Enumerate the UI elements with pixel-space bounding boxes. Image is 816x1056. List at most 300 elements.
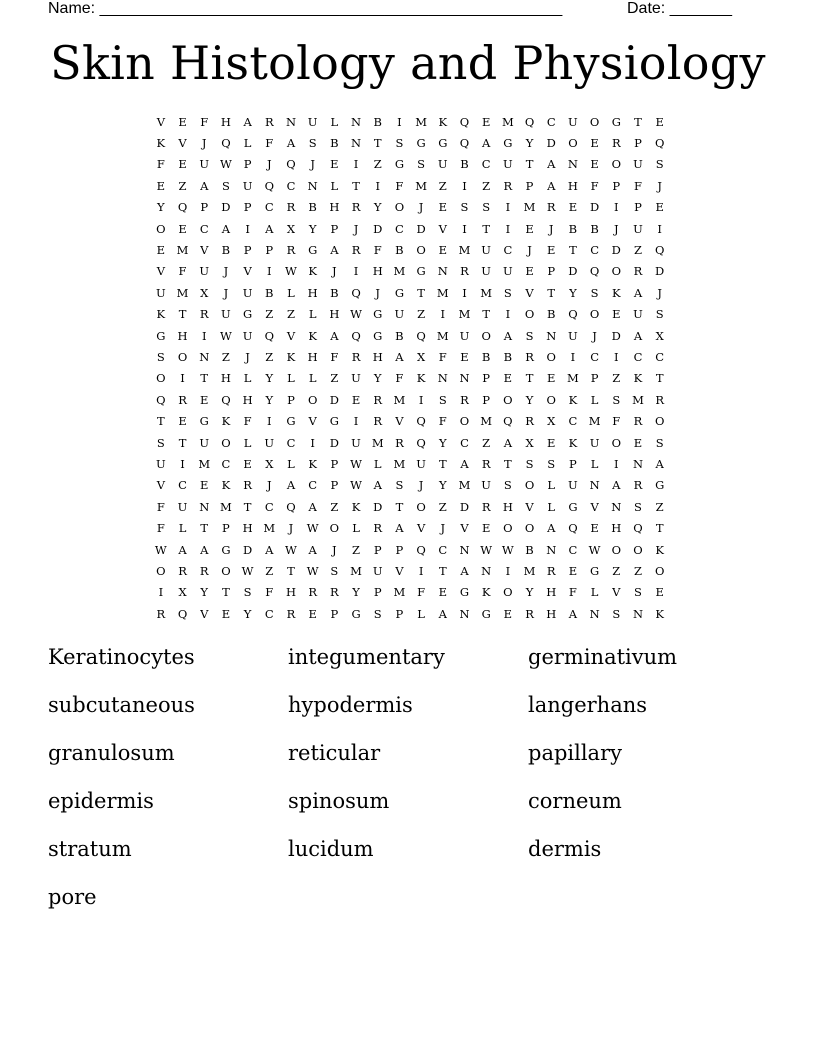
- grid-letter: K: [351, 499, 361, 514]
- grid-letter: K: [655, 542, 664, 557]
- grid-letter: A: [503, 435, 512, 450]
- grid-letter: L: [590, 456, 599, 471]
- grid-letter: P: [373, 542, 382, 557]
- grid-letter: M: [415, 114, 427, 129]
- grid-letter: Z: [265, 349, 274, 364]
- grid-row: [150, 239, 671, 260]
- grid-letter: F: [156, 157, 165, 172]
- grid-letter: J: [223, 264, 229, 279]
- grid-letter: N: [589, 606, 600, 621]
- grid-letter: N: [589, 478, 600, 493]
- grid-row: [150, 218, 671, 239]
- grid-letter: K: [438, 114, 448, 129]
- grid-letter: T: [655, 521, 664, 536]
- grid-letter: J: [266, 478, 272, 493]
- grid-letter: M: [350, 563, 362, 578]
- word-list-item: dermis: [528, 837, 602, 861]
- grid-letter: E: [547, 435, 556, 450]
- grid-letter: V: [156, 264, 165, 279]
- grid-letter: Y: [438, 478, 447, 493]
- grid-letter: Z: [438, 499, 447, 514]
- grid-letter: H: [177, 328, 188, 343]
- grid-letter: Q: [568, 307, 578, 322]
- grid-letter: Y: [157, 200, 165, 215]
- grid-letter: M: [176, 285, 189, 300]
- grid-letter: N: [351, 136, 362, 151]
- grid-letter: E: [655, 114, 664, 129]
- grid-letter: O: [546, 392, 556, 407]
- grid-letter: N: [307, 178, 318, 193]
- grid-letter: Z: [655, 499, 664, 514]
- grid-letter: J: [613, 221, 619, 236]
- word-list-item: lucidum: [288, 837, 374, 861]
- grid-letter: I: [353, 157, 359, 172]
- grid-letter: V: [156, 478, 165, 493]
- grid-letter: U: [589, 435, 600, 450]
- grid-letter: P: [330, 456, 339, 471]
- grid-letter: Q: [568, 521, 578, 536]
- header: [48, 0, 740, 20]
- grid-letter: S: [634, 585, 642, 600]
- grid-letter: E: [308, 606, 317, 621]
- grid-letter: R: [373, 521, 383, 536]
- grid-letter: U: [481, 264, 491, 279]
- grid-letter: U: [155, 285, 166, 300]
- grid-letter: K: [416, 371, 426, 386]
- grid-letter: B: [503, 349, 513, 364]
- grid-letter: A: [633, 328, 643, 343]
- page-title: Skin Histology and Physiology: [50, 36, 766, 90]
- grid-letter: N: [459, 606, 470, 621]
- grid-letter: P: [330, 221, 339, 236]
- grid-letter: A: [547, 178, 556, 193]
- grid-letter: N: [546, 542, 557, 557]
- grid-letter: Q: [654, 243, 665, 258]
- grid-letter: E: [438, 243, 447, 258]
- grid-letter: G: [503, 136, 513, 151]
- grid-letter: H: [546, 585, 557, 600]
- grid-letter: D: [329, 435, 339, 450]
- grid-letter: A: [286, 136, 296, 151]
- grid-letter: I: [570, 349, 576, 364]
- grid-letter: S: [243, 585, 252, 600]
- grid-letter: E: [330, 157, 339, 172]
- grid-letter: T: [352, 178, 360, 193]
- grid-letter: I: [353, 264, 359, 279]
- grid-letter: G: [394, 157, 404, 172]
- grid-letter: F: [156, 499, 165, 514]
- grid-letter: G: [329, 414, 339, 429]
- grid-letter: G: [438, 136, 448, 151]
- grid-letter: K: [611, 285, 621, 300]
- grid-letter: G: [373, 307, 383, 322]
- grid-letter: A: [178, 542, 187, 557]
- grid-letter: N: [481, 563, 492, 578]
- grid-letter: S: [482, 200, 491, 215]
- grid-letter: C: [633, 349, 643, 364]
- grid-letter: B: [395, 328, 404, 343]
- grid-letter: C: [199, 221, 209, 236]
- grid-letter: Z: [482, 178, 491, 193]
- grid-letter: Z: [265, 563, 274, 578]
- grid-letter: J: [310, 157, 315, 172]
- grid-letter: C: [546, 114, 556, 129]
- grid-letter: Y: [200, 585, 209, 600]
- grid-letter: I: [614, 200, 619, 215]
- grid-letter: W: [501, 542, 514, 557]
- grid-letter: E: [525, 221, 534, 236]
- grid-letter: P: [373, 585, 382, 600]
- grid-letter: A: [438, 606, 447, 621]
- grid-letter: G: [243, 307, 253, 322]
- grid-letter: O: [611, 157, 621, 172]
- grid-letter: I: [158, 585, 164, 600]
- grid-letter: E: [481, 114, 491, 129]
- word-list-item: germinativum: [528, 645, 678, 669]
- grid-row: [150, 154, 671, 175]
- grid-letter: G: [308, 243, 318, 258]
- grid-letter: R: [156, 606, 166, 621]
- grid-letter: N: [199, 499, 210, 514]
- grid-letter: L: [373, 456, 382, 471]
- grid-letter: R: [633, 264, 643, 279]
- grid-letter: U: [242, 285, 253, 300]
- grid-letter: V: [178, 136, 187, 151]
- grid-letter: U: [633, 157, 643, 172]
- grid-letter: K: [308, 328, 317, 343]
- grid-row: [150, 453, 671, 474]
- grid-letter: U: [481, 243, 491, 258]
- grid-letter: F: [568, 585, 577, 600]
- grid-letter: E: [221, 606, 231, 621]
- grid-letter: S: [503, 478, 512, 493]
- word-list-item: integumentary: [288, 645, 445, 669]
- grid-letter: M: [458, 478, 471, 493]
- grid-letter: S: [373, 606, 382, 621]
- grid-letter: C: [264, 606, 274, 621]
- grid-letter: Y: [243, 606, 252, 621]
- grid-letter: R: [199, 307, 209, 322]
- grid-letter: A: [568, 606, 578, 621]
- grid-letter: P: [222, 521, 230, 536]
- grid-letter: W: [241, 563, 254, 578]
- grid-letter: Z: [438, 178, 447, 193]
- grid-letter: C: [286, 435, 296, 450]
- grid-letter: O: [503, 392, 513, 407]
- grid-letter: D: [242, 542, 253, 557]
- grid-letter: F: [265, 136, 274, 151]
- word-search-grid: [150, 111, 671, 624]
- grid-letter: Q: [524, 114, 535, 129]
- grid-letter: N: [546, 328, 557, 343]
- grid-letter: E: [178, 414, 187, 429]
- grid-letter: F: [178, 264, 187, 279]
- grid-letter: E: [351, 392, 361, 407]
- grid-letter: E: [178, 157, 187, 172]
- grid-letter: R: [481, 456, 491, 471]
- grid-letter: J: [288, 521, 294, 536]
- grid-letter: S: [525, 328, 534, 343]
- grid-letter: N: [437, 264, 448, 279]
- grid-letter: T: [525, 371, 534, 386]
- grid-letter: K: [286, 349, 296, 364]
- grid-letter: U: [568, 328, 578, 343]
- grid-letter: S: [655, 157, 664, 172]
- grid-letter: G: [416, 264, 426, 279]
- grid-letter: M: [393, 392, 406, 407]
- grid-letter: W: [154, 542, 167, 557]
- grid-letter: B: [525, 542, 534, 557]
- grid-letter: U: [568, 114, 578, 129]
- grid-letter: H: [220, 114, 231, 129]
- grid-letter: I: [375, 178, 380, 193]
- grid-letter: O: [177, 349, 188, 364]
- grid-letter: O: [156, 221, 166, 236]
- grid-letter: L: [308, 307, 317, 322]
- grid-letter: Q: [589, 264, 600, 279]
- grid-letter: R: [546, 563, 556, 578]
- grid-letter: J: [527, 243, 532, 258]
- grid-letter: X: [200, 285, 209, 300]
- word-list-item: subcutaneous: [48, 693, 195, 717]
- grid-letter: E: [481, 521, 491, 536]
- word-list-item: spinosum: [288, 789, 390, 813]
- grid-letter: O: [416, 243, 426, 258]
- grid-row: [150, 389, 671, 410]
- grid-letter: E: [243, 456, 252, 471]
- grid-letter: R: [525, 414, 534, 429]
- grid-letter: A: [547, 521, 556, 536]
- grid-letter: Q: [264, 328, 274, 343]
- grid-letter: M: [393, 456, 406, 471]
- grid-letter: I: [267, 264, 272, 279]
- grid-letter: P: [612, 178, 621, 193]
- grid-letter: S: [547, 456, 556, 471]
- grid-letter: X: [286, 221, 296, 236]
- grid-letter: I: [418, 392, 424, 407]
- grid-letter: C: [395, 221, 404, 236]
- grid-letter: O: [611, 435, 621, 450]
- grid-letter: Y: [265, 371, 274, 386]
- grid-letter: Y: [373, 200, 382, 215]
- grid-letter: B: [265, 285, 274, 300]
- grid-letter: I: [462, 221, 467, 236]
- grid-letter: D: [546, 136, 556, 151]
- grid-letter: T: [178, 307, 187, 322]
- grid-letter: R: [546, 200, 556, 215]
- grid-letter: T: [482, 221, 490, 236]
- grid-letter: C: [438, 542, 448, 557]
- grid-letter: L: [287, 371, 295, 386]
- grid-letter: U: [633, 307, 643, 322]
- grid-letter: I: [614, 456, 619, 471]
- grid-letter: S: [395, 136, 404, 151]
- word-list-item: stratum: [48, 837, 132, 861]
- grid-row: [150, 304, 671, 325]
- word-list: [48, 640, 768, 928]
- grid-letter: U: [242, 328, 253, 343]
- grid-letter: U: [502, 157, 513, 172]
- grid-letter: C: [481, 157, 491, 172]
- grid-letter: J: [332, 542, 337, 557]
- grid-letter: K: [221, 414, 231, 429]
- grid-letter: Q: [416, 328, 426, 343]
- grid-letter: U: [481, 478, 491, 493]
- grid-letter: U: [307, 114, 318, 129]
- grid-letter: L: [330, 178, 339, 193]
- grid-letter: M: [458, 307, 471, 322]
- grid-letter: R: [286, 243, 296, 258]
- grid-row: [150, 539, 671, 560]
- grid-letter: E: [547, 243, 556, 258]
- grid-letter: A: [633, 285, 643, 300]
- grid-letter: O: [156, 563, 166, 578]
- grid-letter: C: [460, 435, 469, 450]
- grid-letter: G: [394, 285, 404, 300]
- grid-letter: I: [180, 456, 185, 471]
- grid-letter: G: [286, 414, 296, 429]
- word-list-item: papillary: [528, 741, 622, 765]
- grid-letter: R: [351, 243, 361, 258]
- grid-letter: I: [180, 371, 185, 386]
- grid-letter: R: [199, 563, 209, 578]
- grid-row: [150, 111, 671, 132]
- grid-letter: I: [505, 307, 511, 322]
- grid-letter: R: [481, 499, 491, 514]
- grid-letter: R: [243, 478, 252, 493]
- grid-letter: S: [634, 499, 642, 514]
- grid-row: [150, 432, 671, 453]
- grid-letter: V: [156, 114, 165, 129]
- grid-letter: E: [590, 136, 599, 151]
- grid-letter: C: [568, 414, 578, 429]
- grid-row: [150, 132, 671, 153]
- grid-letter: A: [308, 499, 317, 514]
- grid-letter: L: [352, 521, 360, 536]
- grid-letter: R: [351, 200, 361, 215]
- grid-letter: N: [459, 542, 470, 557]
- grid-letter: L: [330, 114, 339, 129]
- grid-letter: J: [418, 478, 424, 493]
- grid-letter: N: [285, 114, 296, 129]
- grid-letter: V: [416, 521, 426, 536]
- grid-letter: E: [503, 371, 513, 386]
- grid-letter: T: [287, 563, 295, 578]
- grid-letter: R: [308, 585, 317, 600]
- grid-letter: E: [590, 521, 599, 536]
- grid-letter: Y: [308, 221, 317, 236]
- grid-letter: Z: [612, 371, 621, 386]
- grid-letter: E: [503, 606, 513, 621]
- word-list-item: Keratinocytes: [48, 645, 195, 669]
- grid-letter: C: [503, 243, 513, 258]
- grid-row: [150, 175, 671, 196]
- grid-letter: H: [611, 521, 622, 536]
- grid-letter: T: [395, 499, 404, 514]
- grid-letter: X: [525, 435, 534, 450]
- grid-letter: I: [614, 349, 619, 364]
- grid-letter: U: [351, 435, 361, 450]
- grid-letter: T: [373, 136, 382, 151]
- grid-letter: T: [200, 371, 209, 386]
- grid-letter: M: [588, 414, 601, 429]
- grid-letter: D: [589, 200, 600, 215]
- grid-letter: V: [525, 285, 534, 300]
- grid-letter: U: [177, 499, 188, 514]
- grid-letter: O: [633, 542, 643, 557]
- grid-letter: A: [655, 456, 664, 471]
- grid-letter: V: [460, 521, 469, 536]
- grid-letter: G: [199, 414, 209, 429]
- grid-letter: U: [155, 456, 166, 471]
- grid-letter: O: [546, 349, 556, 364]
- grid-letter: E: [200, 478, 209, 493]
- grid-letter: G: [373, 328, 383, 343]
- grid-letter: C: [286, 178, 296, 193]
- grid-letter: T: [222, 585, 230, 600]
- grid-letter: E: [200, 392, 209, 407]
- grid-letter: W: [350, 456, 362, 471]
- grid-letter: M: [480, 285, 493, 300]
- grid-letter: M: [632, 392, 644, 407]
- grid-letter: B: [373, 114, 382, 129]
- grid-letter: H: [546, 606, 557, 621]
- grid-letter: E: [525, 264, 534, 279]
- grid-letter: J: [332, 264, 337, 279]
- grid-letter: O: [654, 563, 665, 578]
- grid-letter: O: [329, 521, 340, 536]
- grid-letter: Q: [221, 136, 231, 151]
- grid-letter: C: [568, 542, 578, 557]
- grid-letter: A: [265, 542, 274, 557]
- grid-letter: P: [482, 371, 491, 386]
- grid-letter: Y: [525, 392, 534, 407]
- grid-letter: W: [306, 521, 319, 536]
- grid-letter: H: [242, 521, 253, 536]
- grid-letter: F: [243, 414, 252, 429]
- grid-letter: O: [503, 521, 513, 536]
- grid-letter: J: [245, 349, 250, 364]
- grid-letter: X: [265, 456, 274, 471]
- grid-letter: O: [503, 585, 513, 600]
- grid-letter: Q: [416, 542, 426, 557]
- grid-letter: P: [590, 371, 599, 386]
- grid-letter: A: [612, 478, 621, 493]
- grid-letter: B: [590, 221, 599, 236]
- grid-letter: K: [156, 136, 166, 151]
- grid-letter: R: [351, 349, 361, 364]
- grid-letter: I: [440, 307, 446, 322]
- grid-letter: W: [219, 157, 232, 172]
- grid-letter: Q: [633, 521, 643, 536]
- grid-letter: P: [243, 200, 252, 215]
- grid-letter: C: [655, 349, 665, 364]
- grid-letter: D: [459, 499, 470, 514]
- grid-letter: E: [568, 563, 578, 578]
- grid-letter: V: [395, 414, 404, 429]
- grid-letter: U: [199, 264, 210, 279]
- grid-letter: R: [633, 414, 643, 429]
- grid-letter: I: [397, 114, 402, 129]
- grid-row: [150, 346, 671, 367]
- grid-letter: I: [353, 414, 359, 429]
- grid-letter: B: [330, 136, 339, 151]
- grid-letter: D: [373, 499, 383, 514]
- grid-letter: Z: [633, 243, 642, 258]
- grid-letter: O: [611, 542, 621, 557]
- grid-letter: Q: [416, 435, 426, 450]
- grid-letter: T: [200, 521, 209, 536]
